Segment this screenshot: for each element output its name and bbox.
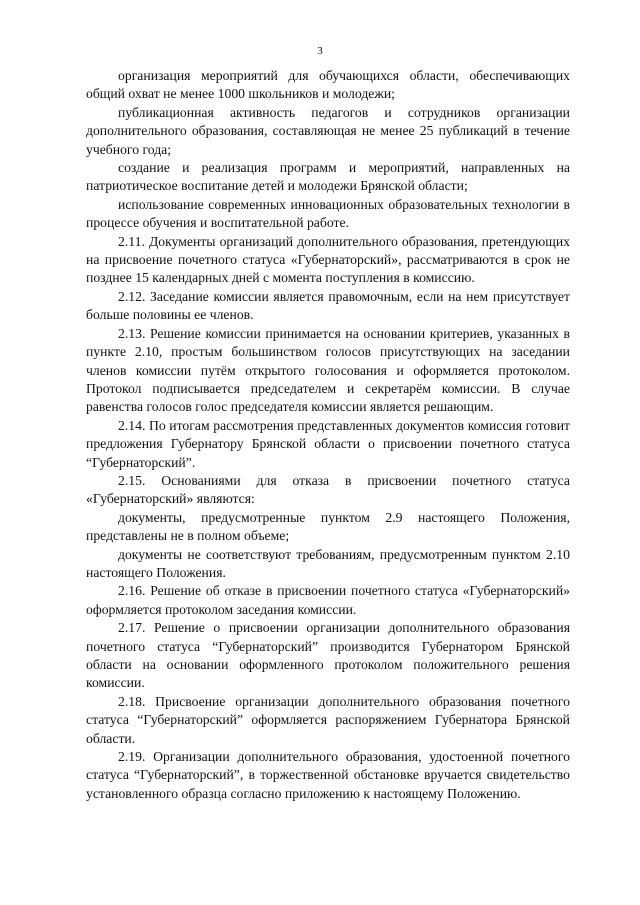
paragraph-2-18: 2.18. Присвоение организации дополнительного образования почетного статуса “Губернаторский” оформляется распоряжением Губернатора Брянской области. bbox=[86, 693, 570, 746]
paragraph-2-15: 2.15. Основаниями для отказа в присвоении почетного статуса «Губернаторский» являются: bbox=[86, 472, 570, 507]
page-number: 3 bbox=[317, 45, 323, 57]
paragraph-innovative-technologies: использование современных инновационных образовательных технологии в процессе обучения и воспитательной работе. bbox=[86, 196, 570, 231]
paragraph-2-12: 2.12. Заседание комиссии является правомочным, если на нем присутствует больше половины ее членов. bbox=[86, 288, 570, 323]
paragraph-refusal-noncompliant-docs: документы не соответствуют требованиям, предусмотренным пунктом 2.10 настоящего Положения. bbox=[86, 546, 570, 580]
paragraph-2-19: 2.19. Организации дополнительного образования, удостоенной почетного статуса “Губернаторский”, в торжественной обстановке вручается свидетельство установленного образца согласно приложению к настоящему Положению. bbox=[86, 749, 570, 801]
paragraph-2-14: 2.14. По итогам рассмотрения представленных документов комиссия готовит предложения Губернатору Брянской области о присвоении почетного статуса “Губернаторский”. bbox=[86, 417, 570, 470]
paragraph-2-13: 2.13. Решение комиссии принимается на основании критериев, указанных в пункте 2.10, простым большинством голосов присутствующих на заседании членов комиссии путём открытого голосования и оформляется протоколом. Протокол подписывается председателем и секретарём комиссии. В случае равенства голосов голос председателя комиссии является решающим. bbox=[86, 325, 570, 415]
paragraph-refusal-incomplete-docs: документы, предусмотренные пунктом 2.9 настоящего Положения, представлены не в полном объеме; bbox=[86, 509, 570, 544]
paragraph-2-17: 2.17. Решение о присвоении организации дополнительного образования почетного статуса “Губернаторский” производится Губернатором Брянской области на основании оформленного протоколом положительного решения комиссии. bbox=[86, 620, 570, 691]
paragraph-patriotic-programs: создание и реализация программ и мероприятий, направленных на патриотическое воспитание детей и молодежи Брянской области; bbox=[86, 160, 570, 194]
document-body bbox=[86, 67, 570, 803]
paragraph-event-coverage: организация мероприятий для обучающихся области, обеспечивающих общий охват не менее 1000 школьников и молодежи; bbox=[86, 68, 570, 102]
paragraph-publication-activity: публикационная активность педагогов и сотрудников организации дополнительного образования, составляющая не менее 25 публикаций в течение учебного года; bbox=[86, 104, 570, 157]
paragraph-2-11: 2.11. Документы организаций дополнительного образования, претендующих на присвоение почетного статуса «Губернаторский», рассматриваются в срок не позднее 15 календарных дней с момента поступления в комиссию. bbox=[86, 233, 570, 286]
paragraph-2-16: 2.16. Решение об отказе в присвоении почетного статуса «Губернаторский» оформляется протоколом заседания комиссии. bbox=[86, 583, 570, 617]
